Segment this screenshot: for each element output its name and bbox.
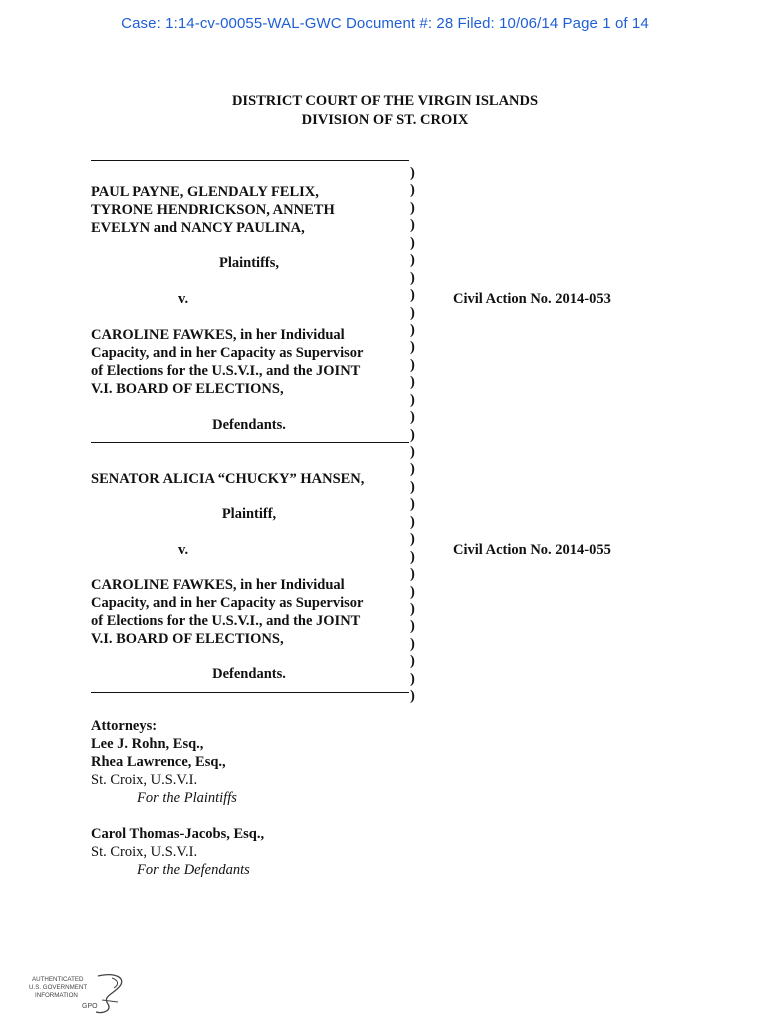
case1-defendants-line: of Elections for the U.S.V.I., and the JOINT — [91, 363, 361, 379]
case1-plaintiffs — [91, 183, 391, 237]
caption-top-rule — [91, 160, 409, 161]
case2-plaintiff-role: Plaintiff, — [221, 506, 277, 522]
court-name-line-2: DIVISION OF ST. CROIX — [301, 112, 469, 128]
defendants-attorney-location: St. Croix, U.S.V.I. — [91, 844, 198, 860]
caption-parenthesis: ) — [410, 304, 415, 321]
case2-bottom-rule — [91, 692, 409, 693]
case1-defendants — [91, 326, 401, 398]
case1-civil-action-number: Civil Action No. 2014-053 — [453, 291, 611, 307]
caption-parenthesis: ) — [410, 356, 415, 373]
court-name — [0, 92, 770, 130]
caption-parenthesis: ) — [410, 321, 415, 338]
case2-defendants-line: of Elections for the U.S.V.I., and the JOINT — [91, 613, 361, 629]
case2-civil-action-number: Civil Action No. 2014-055 — [453, 542, 611, 558]
case1-plaintiffs-role: Plaintiffs, — [218, 255, 279, 271]
caption-parenthesis: ) — [410, 199, 415, 216]
caption-parenthesis: ) — [410, 600, 415, 617]
caption-parenthesis: ) — [410, 374, 415, 391]
case1-defendants-line: Capacity, and in her Capacity as Supervisor — [91, 345, 364, 361]
caption-parenthesis: ) — [410, 513, 415, 530]
caption-parenthesis: ) — [410, 165, 415, 181]
caption-parenthesis: ) — [410, 670, 415, 687]
defendants-attorney-role: For the Defendants — [137, 862, 250, 878]
caption-parenthesis: ) — [410, 269, 415, 286]
svg-text:AUTHENTICATED: AUTHENTICATED — [32, 976, 84, 983]
attorneys-heading: Attorneys: — [91, 718, 158, 734]
caption-parenthesis: ) — [410, 426, 415, 443]
svg-text:INFORMATION: INFORMATION — [35, 992, 78, 999]
plaintiffs-attorney-role: For the Plaintiffs — [137, 790, 237, 806]
caption-parenthesis: ) — [410, 391, 415, 408]
case2-defendants-line: V.I. BOARD OF ELECTIONS, — [91, 631, 284, 647]
case1-defendants-line: CAROLINE FAWKES, in her Individual — [91, 327, 345, 343]
caption-parenthesis: ) — [410, 688, 415, 705]
caption-parenthesis: ) — [410, 496, 415, 513]
caption-parenthesis: ) — [410, 653, 415, 670]
caption-parenthesis: ) — [410, 339, 415, 356]
case1-bottom-rule — [91, 442, 409, 443]
case2-plaintiff: SENATOR ALICIA “CHUCKY” HANSEN, — [91, 471, 365, 487]
caption-parenthesis: ) — [410, 566, 415, 583]
caption-parenthesis: ) — [410, 287, 415, 304]
caption-parenthesis: ) — [410, 618, 415, 635]
caption-parenthesis: ) — [410, 583, 415, 600]
caption-parenthesis-column — [410, 165, 415, 706]
case1-defendants-role: Defendants. — [212, 417, 286, 433]
case2-defendants-line: Capacity, and in her Capacity as Supervisor — [91, 595, 364, 611]
case1-defendants-line: V.I. BOARD OF ELECTIONS, — [91, 381, 284, 397]
caption-parenthesis: ) — [410, 461, 415, 478]
plaintiffs-attorney-name: Lee J. Rohn, Esq., — [91, 736, 204, 752]
caption-parenthesis: ) — [410, 478, 415, 495]
plaintiffs-attorney-name: Rhea Lawrence, Esq., — [91, 754, 226, 770]
plaintiffs-attorney-location: St. Croix, U.S.V.I. — [91, 772, 198, 788]
caption-parenthesis: ) — [410, 252, 415, 269]
caption-parenthesis: ) — [410, 548, 415, 565]
caption-parenthesis: ) — [410, 217, 415, 234]
caption-parenthesis: ) — [410, 531, 415, 548]
svg-text:GPO: GPO — [82, 1003, 98, 1010]
case-header-stamp: Case: 1:14-cv-00055-WAL-GWC Document #: 28 Filed: 10/06/14 Page 1 of 14 — [121, 15, 649, 32]
court-name-line-1: DISTRICT COURT OF THE VIRGIN ISLANDS — [231, 93, 539, 109]
case1-versus: v. — [178, 291, 189, 307]
caption-parenthesis: ) — [410, 409, 415, 426]
attorneys-block — [91, 717, 491, 879]
gpo-authentication-seal-logo — [28, 972, 133, 1016]
caption-parenthesis: ) — [410, 234, 415, 251]
defendants-attorney-name: Carol Thomas-Jacobs, Esq., — [91, 826, 265, 842]
caption-parenthesis: ) — [410, 444, 415, 460]
attorneys-spacer — [91, 807, 491, 825]
svg-text:U.S. GOVERNMENT: U.S. GOVERNMENT — [29, 984, 88, 991]
caption-parenthesis: ) — [410, 635, 415, 652]
case2-defendants-line: CAROLINE FAWKES, in her Individual — [91, 577, 345, 593]
case1-plaintiffs-line: TYRONE HENDRICKSON, ANNETH — [91, 202, 335, 218]
case2-defendants-role: Defendants. — [212, 666, 286, 682]
case1-plaintiffs-line: EVELYN and NANCY PAULINA, — [91, 220, 305, 236]
caption-parenthesis: ) — [410, 182, 415, 199]
case1-plaintiffs-line: PAUL PAYNE, GLENDALY FELIX, — [91, 184, 319, 200]
case2-defendants — [91, 576, 401, 648]
case2-versus: v. — [178, 542, 189, 558]
